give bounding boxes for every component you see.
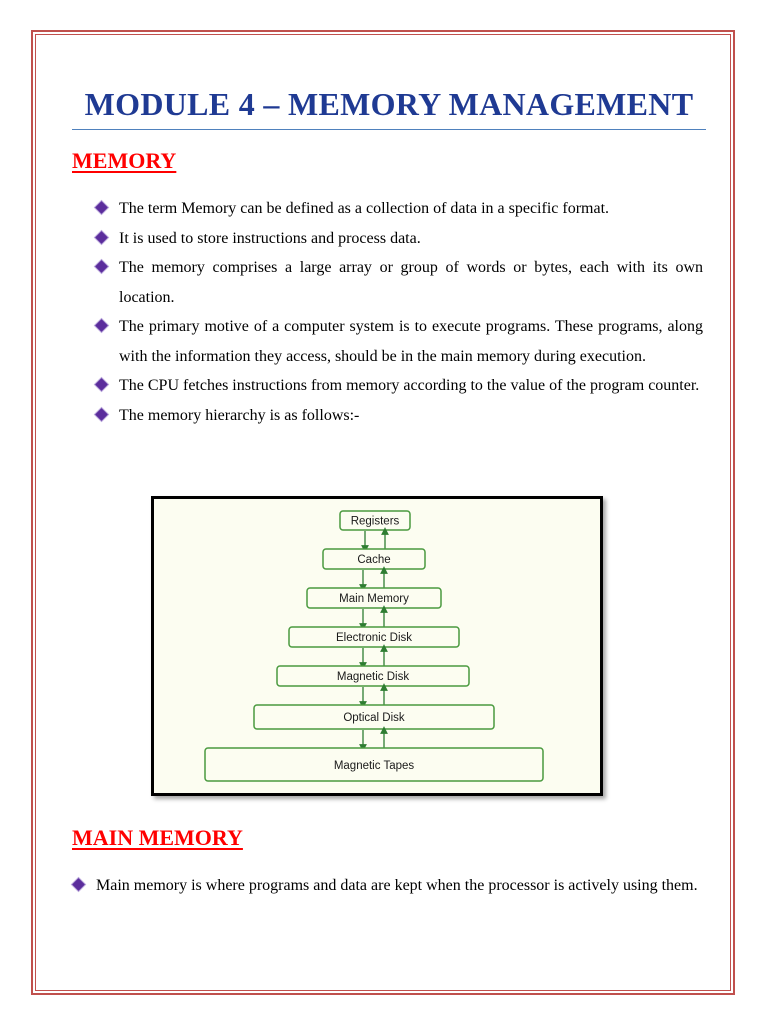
bullet-text: The term Memory can be defined as a collection of data in a specific format. bbox=[119, 200, 610, 217]
hierarchy-label-magnetic-disk: Magnetic Disk bbox=[336, 671, 410, 683]
hierarchy-label-electronic-disk: Electronic Disk bbox=[335, 632, 413, 644]
diamond-bullet-icon bbox=[72, 878, 85, 891]
hierarchy-label-cache: Cache bbox=[357, 554, 391, 566]
list-item bbox=[96, 371, 703, 401]
bullet-text: The memory hierarchy is as follows:- bbox=[119, 406, 360, 424]
diamond-bullet-icon bbox=[95, 319, 108, 332]
bullet-text: The primary motive of a computer system is to execute programs. These programs, along with the information they access, should be in the main memory during execution. bbox=[119, 318, 703, 365]
memory-hierarchy-diagram bbox=[151, 496, 603, 796]
diamond-bullet-icon bbox=[95, 231, 108, 244]
hierarchy-label-registers: Registers bbox=[350, 515, 400, 528]
list-item bbox=[73, 871, 703, 901]
list-item bbox=[96, 194, 703, 224]
document-title: MODULE 4 – MEMORY MANAGEMENT bbox=[84, 86, 694, 122]
hierarchy-label-main-memory: Main Memory bbox=[339, 593, 409, 605]
diamond-bullet-icon bbox=[95, 260, 108, 273]
memory-hierarchy-svg bbox=[154, 499, 600, 793]
bullet-text: Main memory is where programs and data are kept when the processor is actively using them. bbox=[96, 877, 698, 894]
list-item bbox=[96, 401, 703, 431]
list-item bbox=[96, 312, 703, 371]
diamond-bullet-icon bbox=[95, 378, 108, 391]
section-heading-memory: MEMORY bbox=[72, 148, 177, 173]
bullet-text: It is used to store instructions and process data. bbox=[119, 229, 421, 247]
bullet-text: The CPU fetches instructions from memory according to the value of the program counter. bbox=[119, 377, 700, 394]
bullet-text: The memory comprises a large array or group of words or bytes, each with its own location. bbox=[119, 259, 703, 306]
list-item bbox=[96, 224, 703, 254]
title-underline-rule bbox=[72, 129, 706, 130]
diamond-bullet-icon bbox=[95, 408, 108, 421]
section-heading-main-memory: MAIN MEMORY bbox=[72, 825, 243, 850]
main-memory-bullet-list bbox=[73, 871, 703, 901]
diamond-bullet-icon bbox=[95, 201, 108, 214]
memory-bullet-list bbox=[96, 194, 703, 430]
hierarchy-label-magnetic-tapes: Magnetic Tapes bbox=[333, 760, 415, 772]
list-item bbox=[96, 253, 703, 312]
hierarchy-label-optical-disk: Optical Disk bbox=[343, 712, 405, 724]
